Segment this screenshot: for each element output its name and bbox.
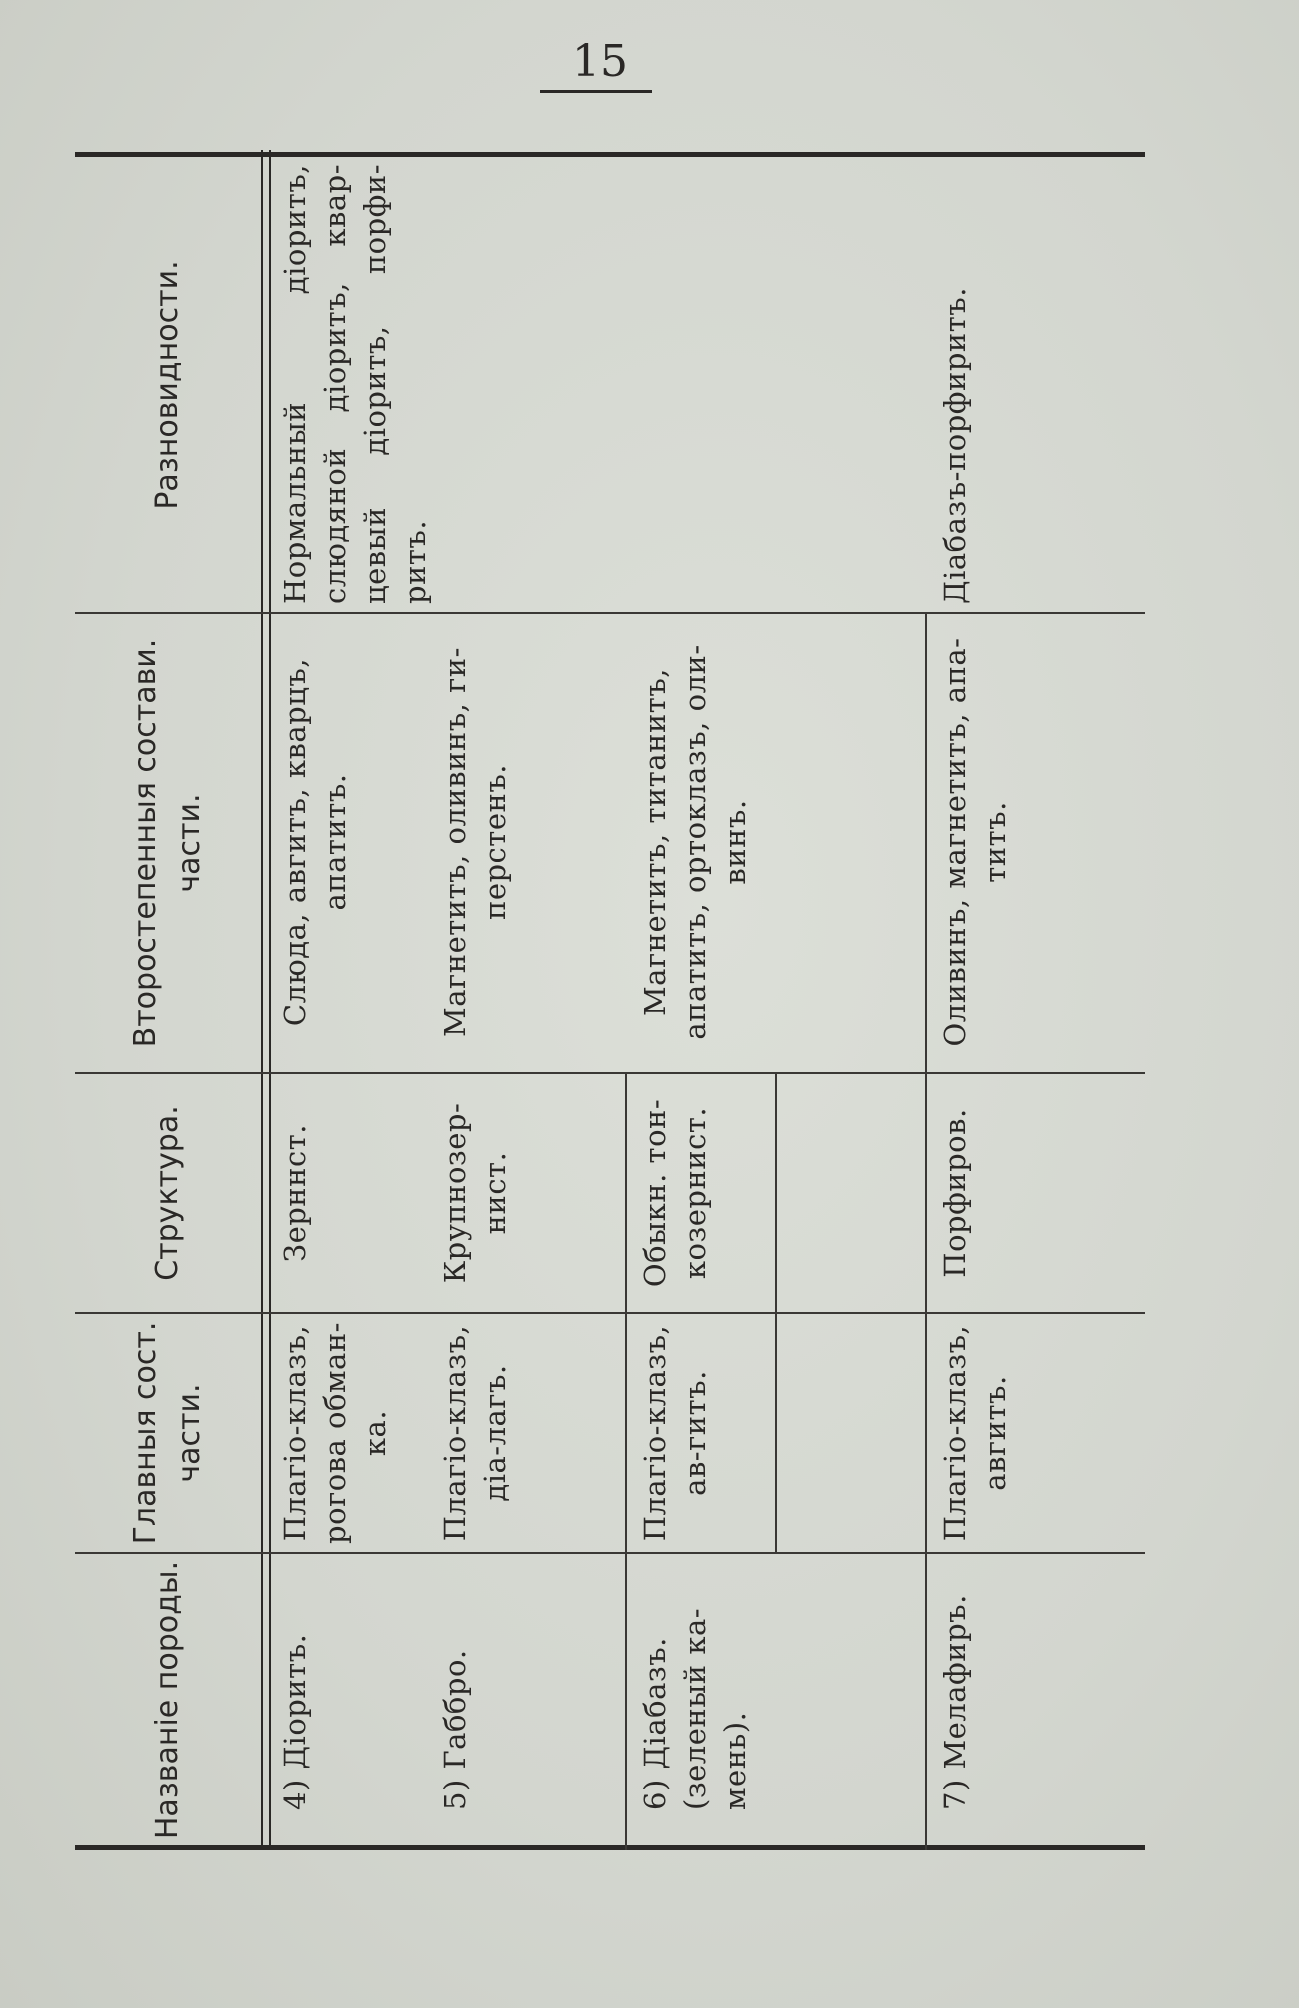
header-structure: Структура. — [150, 1105, 185, 1281]
table-cell-secondary-parts: Магнетитъ, титанитъ, апатитъ, ортоклазъ, оли-винъ. — [638, 644, 752, 1040]
table-cell-secondary-parts: Слюда, авгитъ, кварцъ, апатитъ. — [278, 657, 352, 1027]
table-cell-varieties: Діабазъ-порфиритъ. — [938, 287, 972, 604]
table-cell-main-parts: Плагіо-клазъ, рогова обман-ка. — [278, 1322, 392, 1544]
table-cell-secondary-parts: Магнетитъ, оливинъ, ги-перстенъ. — [438, 647, 512, 1037]
table-cell-structure: Крупнозер-нист. — [438, 1102, 512, 1284]
column-divider — [75, 1072, 1145, 1074]
table-cell-main-parts: Плагіо-клазъ, діа-лагъ. — [438, 1324, 512, 1542]
row-divider — [625, 1074, 627, 1850]
table-cell-main-parts: Плагіо-клазъ, авгитъ. — [938, 1324, 1012, 1542]
table-cell-name: 6) Діабазъ. (зеленый ка-мень). — [638, 1607, 752, 1810]
page-number: 15 — [572, 36, 628, 87]
row-divider — [925, 614, 927, 1850]
column-divider — [75, 612, 1145, 614]
table-cell-main-parts: Плагіо-клазъ, ав-гитъ. — [638, 1324, 712, 1542]
table-cell-structure: Зерннст. — [278, 1124, 312, 1262]
header-rule-2 — [269, 150, 271, 1850]
page-number-rule — [540, 90, 652, 93]
rock-table — [75, 150, 1145, 1850]
table-cell-name: 5) Габбро. — [438, 1649, 472, 1810]
table-cell-varieties: Нормальный діоритъ, слюдяной діоритъ, квар-цевый діоритъ, порфи-ритъ. — [278, 164, 432, 604]
column-divider — [75, 1312, 1145, 1314]
header-rule-1 — [261, 150, 263, 1850]
table-cell-structure: Порфиров. — [938, 1108, 972, 1278]
header-varieties: Разновидности. — [150, 260, 185, 510]
table-cell-secondary-parts: Оливинъ, магнетитъ, апа-титъ. — [938, 637, 1012, 1047]
table-cell-name: 7) Мелафиръ. — [938, 1594, 972, 1810]
header-main-parts: Главныя сост. части. — [128, 1321, 207, 1545]
header-name: Названіе породы. — [150, 1560, 185, 1840]
table-rule-left — [75, 1845, 1145, 1850]
column-divider — [75, 1552, 1145, 1554]
table-cell-name: 4) Діоритъ. — [278, 1633, 312, 1810]
header-secondary-parts: Второстепенныя состави. части. — [128, 638, 207, 1048]
table-rule-right — [75, 152, 1145, 157]
table-cell-structure: Обыкн. тон-козернист. — [638, 1098, 712, 1288]
